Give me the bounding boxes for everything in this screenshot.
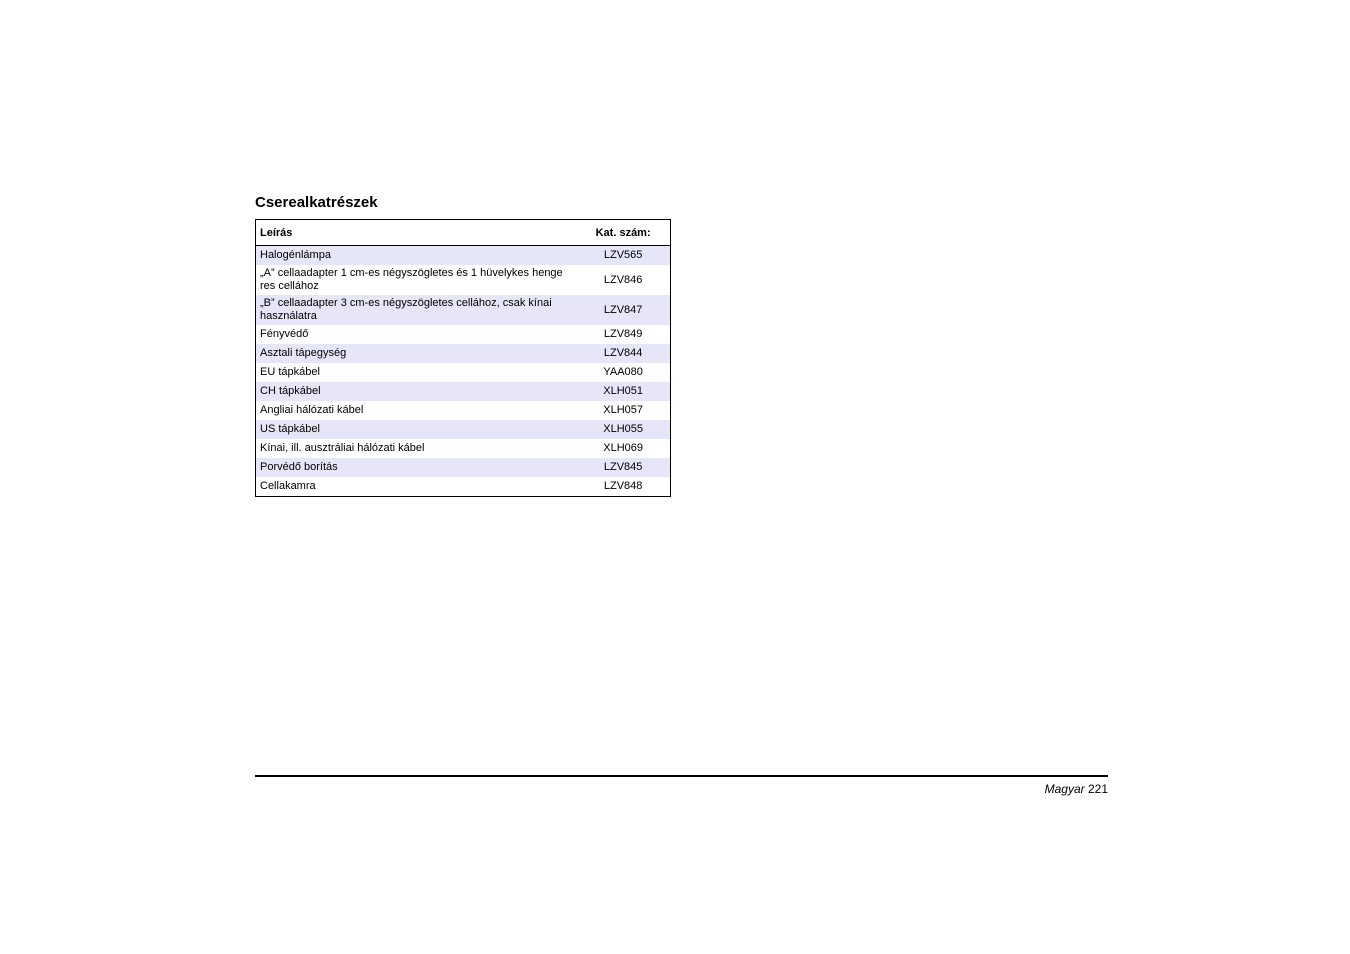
part-description: Fényvédő (260, 328, 309, 340)
table-row (256, 382, 671, 401)
table-row (256, 439, 671, 458)
part-cat-no: YAA080 (603, 366, 643, 378)
part-description: US tápkábel (256, 420, 577, 439)
part-description: Asztali tápegység (256, 344, 577, 363)
table-row (256, 265, 671, 295)
part-cat-no: XLH055 (576, 420, 670, 439)
part-cat-no: LZV849 (603, 328, 643, 340)
table-row (256, 401, 671, 420)
page-number: 221 (1087, 782, 1108, 796)
table-row (256, 458, 671, 477)
header-description: Leírás (256, 220, 577, 246)
table-body (256, 246, 671, 497)
part-cat-no: LZV845 (576, 458, 670, 477)
section-title: Cserealkatrészek (255, 194, 378, 211)
table-header-row (256, 220, 671, 246)
part-cat-no: XLH069 (603, 442, 644, 454)
table-row (256, 420, 671, 439)
footer-rule (255, 775, 1108, 777)
part-description: EU tápkábel (260, 366, 320, 378)
part-description: Porvédő borítás (256, 458, 577, 477)
part-description: „B” cellaadapter 3 cm-es négyszögletes cellához, csak kínai használatra (256, 295, 577, 325)
table-row (256, 295, 671, 325)
table-row (256, 246, 671, 266)
part-cat-no: LZV844 (576, 344, 670, 363)
part-description: Halogénlámpa (256, 246, 577, 266)
replacement-parts-table (255, 219, 671, 497)
table-row (256, 363, 671, 382)
part-cat-no: LZV847 (576, 295, 670, 325)
table-row (256, 325, 671, 344)
part-cat-no: XLH051 (576, 382, 670, 401)
part-description: Angliai hálózati kábel (260, 404, 364, 416)
table-row (256, 477, 671, 497)
part-description: Cellakamra (260, 480, 316, 492)
table-row (256, 344, 671, 363)
part-cat-no: LZV848 (603, 480, 643, 492)
part-description: Kínai, ill. ausztráliai hálózati kábel (260, 442, 425, 454)
part-description: „A” cellaadapter 1 cm-es négyszögletes és 1 hüvelykes henge res cellához (260, 267, 563, 292)
page-footer (1045, 782, 1108, 796)
part-description: CH tápkábel (256, 382, 577, 401)
part-cat-no: LZV846 (603, 273, 643, 286)
header-cat-no: Kat. szám: (576, 220, 670, 246)
part-cat-no: LZV565 (576, 246, 670, 266)
part-cat-no: XLH057 (603, 404, 644, 416)
footer-language: Magyar (1044, 782, 1085, 796)
